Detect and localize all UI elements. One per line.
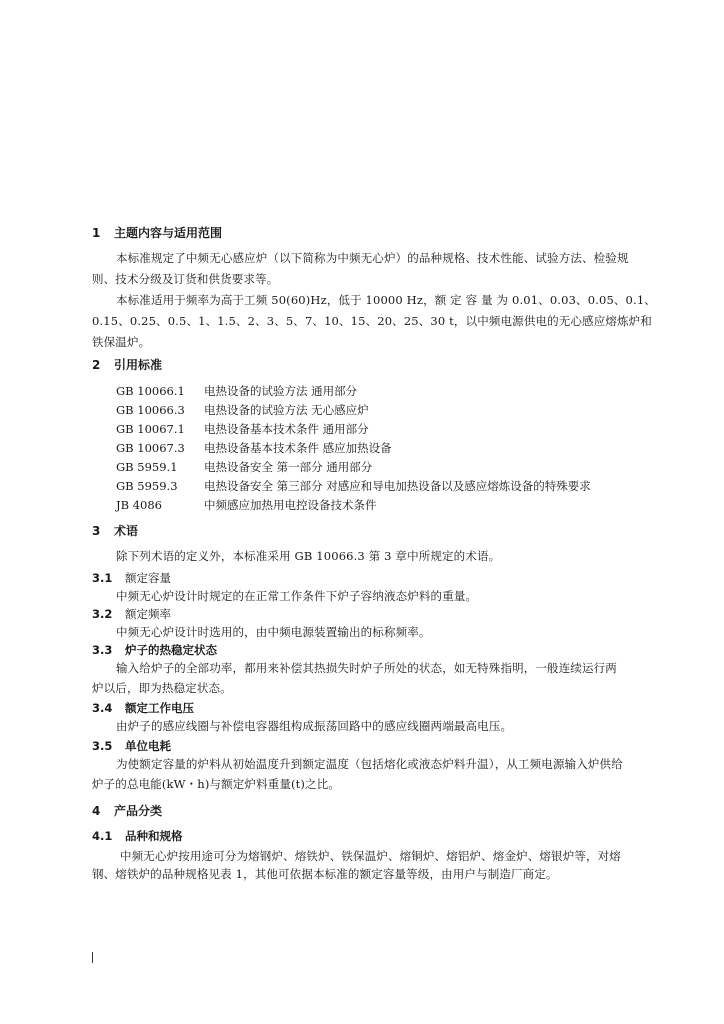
section-1-heading: 1 主题内容与适用范围: [92, 226, 223, 240]
term-3-1-heading: 3.1 额定容量: [92, 571, 171, 585]
term-3-2-heading: 3.2 额定频率: [92, 607, 171, 621]
reference-row: JB 4086 中频感应加热用电控设备技术条件: [116, 498, 377, 512]
paragraph-line: 中频无心炉设计时选用的，由中频电源装置输出的标称频率。: [116, 625, 431, 639]
section-4-heading: 4 产品分类: [92, 804, 163, 818]
section-3-heading: 3 术语: [92, 524, 139, 538]
paragraph-line: 除下列术语的定义外，本标准采用 GB 10066.3 第 3 章中所规定的术语。: [116, 549, 501, 563]
paragraph-line: 输入给炉子的全部功率，都用来补偿其热损失时炉子所处的状态，如无特殊指明，一般连续运行两: [116, 661, 617, 675]
reference-row: GB 5959.3 电热设备安全 第三部分 对感应和导电加热设备以及感应熔炼设备的特殊要求: [116, 479, 591, 493]
paragraph-line: 本标准适用于频率为高于工频 50(60)Hz，低于 10000 Hz，额 定 容 量 为 0.01、0.03、0.05、0.1、: [116, 293, 656, 307]
paragraph-line: 则、技术分级及订货和供货要求等。: [92, 272, 279, 286]
section-2-heading: 2 引用标准: [92, 358, 163, 372]
paragraph-line: 炉以后，即为热稳定状态。: [92, 681, 232, 695]
paragraph-line: 炉子的总电能(kW・h)与额定炉料重量(t)之比。: [92, 777, 341, 791]
term-3-4-heading: 3.4 额定工作电压: [92, 701, 194, 715]
paragraph-line: 为使额定容量的炉料从初始温度升到额定温度（包括熔化或液态炉料升温），从工频电源输入炉供给: [116, 757, 623, 771]
term-3-3-heading: 3.3 炉子的热稳定状态: [92, 643, 217, 657]
paragraph-line: 铁保温炉。: [92, 335, 151, 349]
paragraph-line: 中频无心炉按用途可分为熔钢炉、熔铁炉、铁保温炉、熔铜炉、熔铝炉、熔金炉、熔银炉等，对熔: [120, 849, 621, 863]
reference-row: GB 10066.1 电热设备的试验方法 通用部分: [116, 384, 358, 398]
margin-mark: [92, 952, 93, 963]
reference-row: GB 5959.1 电热设备安全 第一部分 通用部分: [116, 460, 373, 474]
paragraph-line: 本标准规定了中频无心感应炉（以下简称为中频无心炉）的品种规格、技术性能、试验方法、检验规: [116, 251, 629, 265]
reference-row: GB 10067.3 电热设备基本技术条件 感应加热设备: [116, 441, 392, 455]
reference-row: GB 10066.3 电热设备的试验方法 无心感应炉: [116, 403, 369, 417]
paragraph-line: 由炉子的感应线圈与补偿电容器组构成振荡回路中的感应线圈两端最高电压。: [116, 719, 513, 733]
subsection-4-1-heading: 4.1 品种和规格: [92, 829, 183, 843]
reference-row: GB 10067.1 电热设备基本技术条件 通用部分: [116, 422, 369, 436]
term-3-5-heading: 3.5 单位电耗: [92, 739, 171, 753]
paragraph-line: 0.15、0.25、0.5、1、1.5、2、3、5、7、10、15、20、25、30 t，以中频电源供电的无心感应熔炼炉和: [92, 314, 652, 328]
paragraph-line: 中频无心炉设计时规定的在正常工作条件下炉子容纳液态炉料的重量。: [116, 589, 478, 603]
paragraph-line: 钢、熔铁炉的品种规格见表 1，其他可依据本标准的额定容量等级，由用户与制造厂商定。: [92, 867, 558, 881]
